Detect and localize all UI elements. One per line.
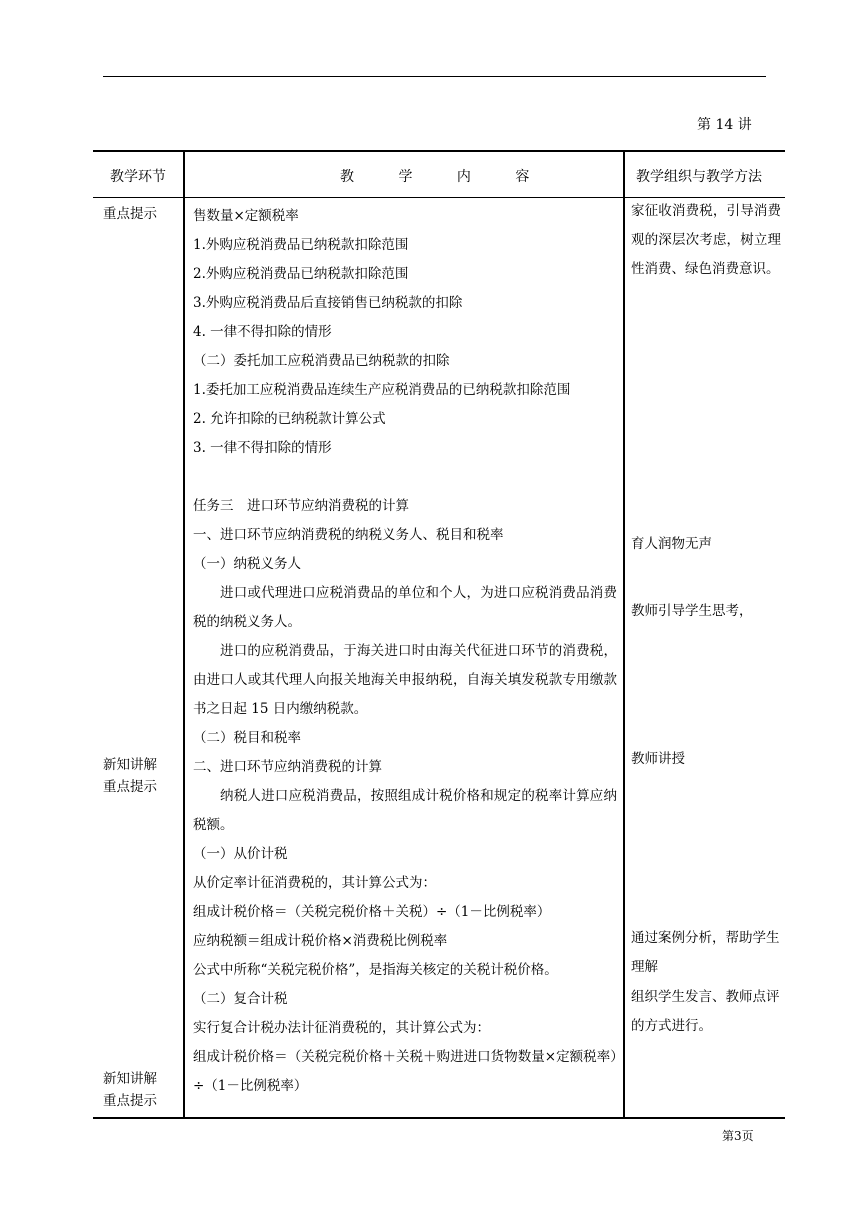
header-content: 教 学 内 容 (340, 169, 550, 185)
content-line: 一、进口环节应纳消费税的纳税义务人、税目和税率 (193, 527, 504, 543)
content-paragraph: 进口或代理进口应税消费品的单位和个人，为进口应税消费品消费税的纳税义务人。 (193, 585, 617, 630)
section-label-line: 重点提示 (103, 1093, 157, 1109)
method-note: 家征收消费税，引导消费观的深层次考虑，树立理性消费、绿色消费意识。 (631, 203, 781, 277)
method-note: 教师讲授 (631, 751, 685, 767)
content-line: 应纳税额＝组成计税价格×消费税比例税率 (193, 933, 448, 949)
content-line: （二）复合计税 (193, 991, 288, 1007)
table-top-border (93, 150, 785, 152)
method-note: 通过案例分析，帮助学生理解 (631, 930, 780, 975)
content-line: 1.委托加工应税消费品连续生产应税消费品的已纳税款扣除范围 (193, 382, 571, 398)
section-label-line: 新知讲解 (103, 757, 157, 773)
header-method: 教学组织与教学方法 (636, 169, 762, 185)
content-paragraph: 组成计税价格＝（关税完税价格＋关税＋购进进口货物数量×定额税率）÷（1－比例税率） (193, 1049, 617, 1094)
section-label-line: 新知讲解 (103, 1071, 157, 1087)
section-label: 重点提示 (103, 206, 157, 222)
content-line: （二）税目和税率 (193, 730, 301, 746)
content-line: 3. 一律不得扣除的情形 (193, 440, 332, 456)
content-line: 3.外购应税消费品后直接销售已纳税款的扣除 (193, 295, 463, 311)
page-number: 第3页 (722, 1129, 754, 1143)
content-paragraph: 进口的应税消费品，于海关进口时由海关代征进口环节的消费税，由进口人或其代理人向报关地海关申报纳税，自海关填发税款专用缴款书之日起 15 日内缴纳税款。 (193, 643, 617, 717)
content-line: （二）委托加工应税消费品已纳税款的扣除 (193, 353, 450, 369)
content-line: 公式中所称“关税完税价格”，是指海关核定的关税计税价格。 (193, 962, 558, 978)
content-line: 2.外购应税消费品已纳税款扣除范围 (193, 266, 409, 282)
content-line: 任务三 进口环节应纳消费税的计算 (193, 498, 409, 514)
section-label (103, 754, 157, 798)
content-line: （一）从价计税 (193, 846, 288, 862)
header-section: 教学环节 (110, 169, 166, 185)
content-line: 售数量×定额税率 (193, 208, 299, 224)
method-note: 教师引导学生思考， (631, 603, 753, 619)
content-line: 4. 一律不得扣除的情形 (193, 324, 332, 340)
column-divider-2 (623, 150, 625, 1117)
content-line: 2. 允许扣除的已纳税款计算公式 (193, 411, 386, 427)
lesson-table (93, 150, 785, 1117)
method-note: 组织学生发言、教师点评的方式进行。 (631, 989, 780, 1034)
content-line: 从价定率计征消费税的，其计算公式为： (193, 875, 436, 891)
table-bottom-border (93, 1117, 785, 1119)
spacer (193, 463, 617, 492)
content-line: 1.外购应税消费品已纳税款扣除范围 (193, 237, 409, 253)
lecture-number: 第 14 讲 (697, 117, 752, 133)
content-line: 实行复合计税办法计征消费税的，其计算公式为： (193, 1020, 490, 1036)
content-paragraph: 纳税人进口应税消费品，按照组成计税价格和规定的税率计算应纳税额。 (193, 788, 617, 833)
method-note: 育人润物无声 (631, 536, 712, 552)
content-line: （一）纳税义务人 (193, 556, 301, 572)
column-divider-1 (183, 150, 185, 1117)
section-label (103, 1068, 157, 1112)
header-rule (103, 76, 766, 77)
section-label-line: 重点提示 (103, 779, 157, 795)
content-line: 二、进口环节应纳消费税的计算 (193, 759, 382, 775)
content-line: 组成计税价格＝（关税完税价格＋关税）÷（1－比例税率） (193, 904, 551, 920)
content-column (193, 202, 617, 1101)
